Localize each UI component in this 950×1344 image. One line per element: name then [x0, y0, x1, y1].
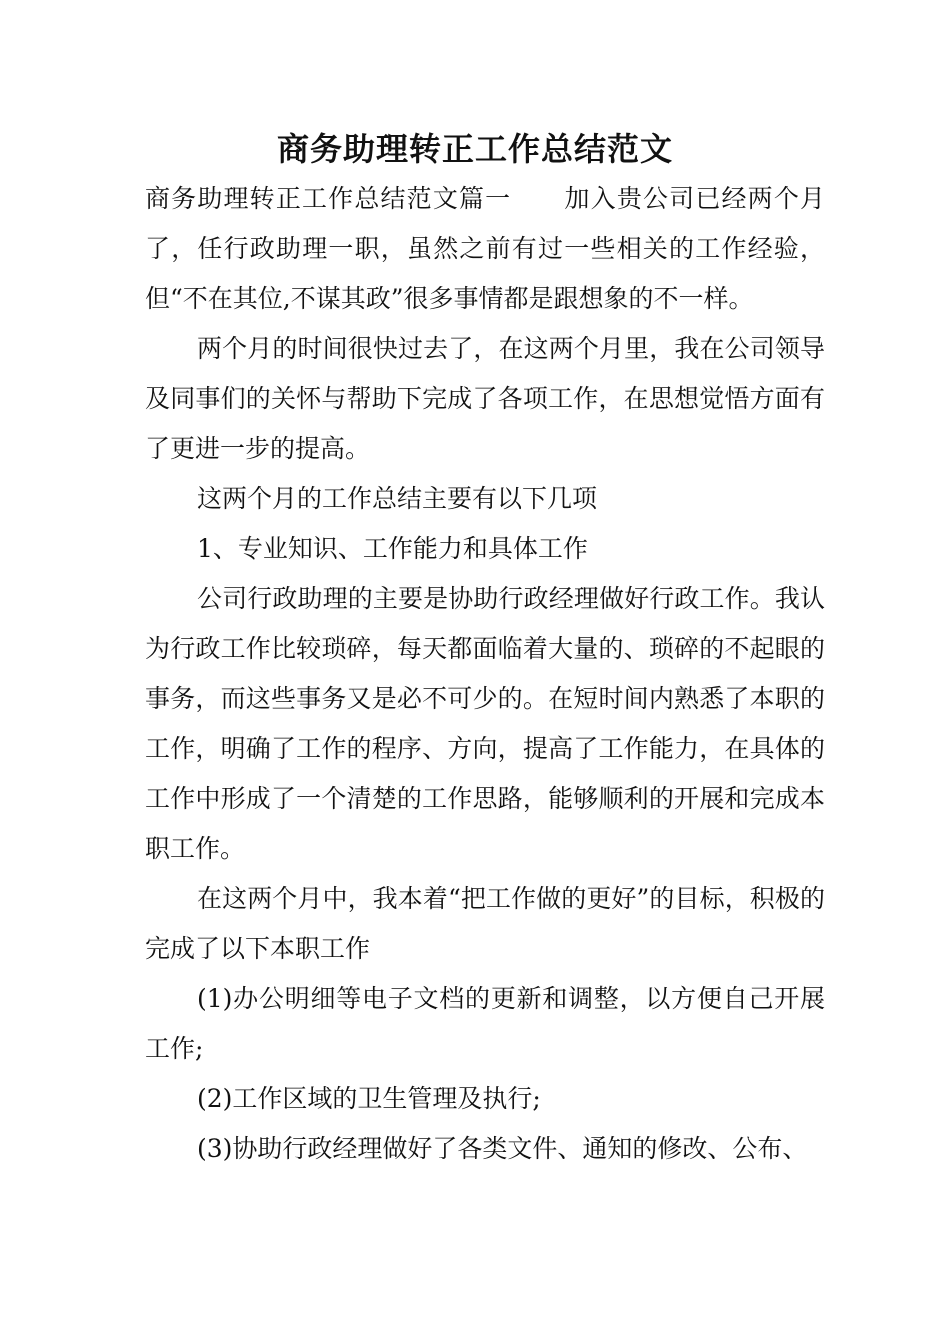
intro-text: 加入贵公司已经两个月了，任行政助理一职，虽然之前有过一些相关的工作经验，但“不在其位,不谋其政”很多事情都是跟想象的不一样。 [145, 184, 825, 313]
paragraph-7: (2)工作区域的卫生管理及执行; [197, 1084, 541, 1113]
paragraph-6: (1)办公明细等电子文档的更新和调整，以方便自己开展工作; [145, 984, 825, 1063]
paragraph-5: 在这两个月中，我本着“把工作做的更好”的目标，积极的完成了以下本职工作 [145, 884, 825, 963]
paragraph-2: 这两个月的工作总结主要有以下几项 [197, 484, 598, 513]
document-title: 商务助理转正工作总结范文 [276, 130, 673, 168]
intro-heading: 商务助理转正工作总结范文篇一 [145, 184, 512, 213]
document-body [145, 174, 825, 1174]
intro-paragraph [145, 174, 825, 324]
paragraph-8: (3)协助行政经理做好了各类文件、通知的修改、公布、 [197, 1134, 808, 1163]
paragraph-1: 两个月的时间很快过去了，在这两个月里，我在公司领导及同事们的关怀与帮助下完成了各项工作，在思想觉悟方面有了更进一步的提高。 [145, 334, 825, 463]
paragraph-3: 1、专业知识、工作能力和具体工作 [197, 534, 588, 563]
paragraph-4: 公司行政助理的主要是协助行政经理做好行政工作。我认为行政工作比较琐碎，每天都面临着大量的、琐碎的不起眼的事务，而这些事务又是必不可少的。在短时间内熟悉了本职的工作，明确了工作的程序、方向，提高了工作能力，在具体的工作中形成了一个清楚的工作思路，能够顺利的开展和完成本职工作。 [145, 584, 825, 863]
